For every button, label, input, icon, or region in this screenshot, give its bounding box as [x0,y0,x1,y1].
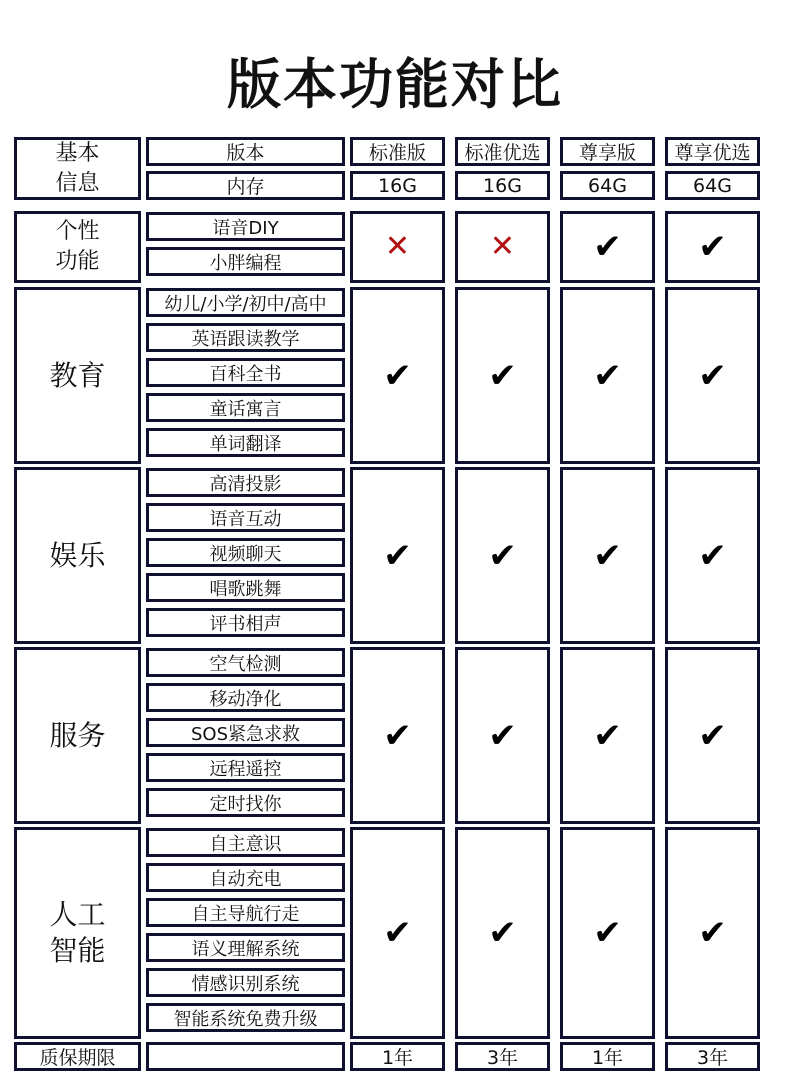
category-label-text: 服务 [49,718,106,752]
feature-item [146,788,345,817]
feature-item [146,898,345,927]
feature-item-text: SOS紧急求救 [190,723,301,745]
basic-info-label [14,137,141,200]
category-label-text: 人工 智能 [49,898,106,967]
support-cell [350,827,445,1039]
feature-item [146,573,345,602]
memory-value [560,171,655,200]
memory-value-text: 64G [693,174,732,197]
warranty-value-text: 1年 [591,1047,624,1069]
check-icon: ✔ [383,535,412,576]
version-name-text: 标准优选 [464,142,541,164]
support-cell [665,287,760,464]
feature-item [146,212,345,241]
version-name [350,137,445,166]
feature-item [146,538,345,567]
check-icon: ✔ [488,535,517,576]
support-cell [560,467,655,644]
feature-item-text: 自主导航行走 [191,903,300,925]
feature-item [146,323,345,352]
support-cell [665,467,760,644]
check-icon: ✔ [593,715,622,756]
memory-value [455,171,550,200]
memory-value-text: 16G [483,174,522,197]
feature-item [146,648,345,677]
category-label [14,211,141,283]
feature-item-text: 高清投影 [209,473,282,495]
warranty-value-text: 1年 [381,1047,414,1069]
version-name-text: 尊享版 [578,142,636,164]
category-label-text: 娱乐 [49,538,106,572]
warranty-value [350,1042,445,1071]
check-icon: ✔ [593,535,622,576]
feature-item-text: 空气检测 [209,653,282,675]
feature-item-text: 评书相声 [209,613,282,635]
version-label [146,137,345,166]
feature-item [146,1003,345,1032]
check-icon: ✔ [488,913,517,953]
support-cell [455,827,550,1039]
memory-value-text: 64G [588,174,627,197]
feature-item [146,933,345,962]
support-cell [560,827,655,1039]
feature-item [146,828,345,857]
feature-item [146,247,345,276]
feature-item-text: 百科全书 [209,363,282,385]
feature-item-text: 语音互动 [209,508,282,530]
basic-info-label-text: 基本 信息 [55,140,100,196]
version-name [665,137,760,166]
check-icon: ✔ [698,227,727,267]
check-icon: ✔ [698,355,727,396]
check-icon: ✔ [488,715,517,756]
check-icon: ✔ [383,355,412,396]
check-icon: ✔ [698,715,727,756]
warranty-value-text: 3年 [486,1047,519,1069]
check-icon: ✔ [698,535,727,576]
check-icon: ✔ [593,227,622,267]
support-cell [665,827,760,1039]
support-cell [560,211,655,283]
feature-item-text: 智能系统免费升级 [173,1008,318,1030]
feature-item [146,503,345,532]
warranty-label-text: 质保期限 [39,1047,116,1069]
feature-item-text: 语音DIY [212,217,279,239]
memory-value-text: 16G [378,174,417,197]
feature-item [146,393,345,422]
support-cell [350,287,445,464]
feature-item [146,753,345,782]
support-cell [665,647,760,824]
feature-item [146,718,345,747]
feature-item [146,968,345,997]
feature-item-text: 唱歌跳舞 [209,578,282,600]
memory-label-text: 内存 [226,176,265,198]
support-cell [560,647,655,824]
version-name [560,137,655,166]
page-title: 版本功能对比 [227,53,563,116]
category-label [14,467,141,644]
cross-icon: ✕ [384,229,411,264]
category-label-text: 个性 功能 [55,219,100,274]
feature-item-text: 自动充电 [209,868,282,890]
feature-item [146,863,345,892]
memory-value [665,171,760,200]
support-cell [665,211,760,283]
check-icon: ✔ [488,355,517,396]
support-cell [455,211,550,283]
feature-item [146,288,345,317]
support-cell [560,287,655,464]
check-icon: ✔ [383,913,412,953]
feature-item-text: 童话寓言 [209,398,282,420]
check-icon: ✔ [698,913,727,953]
feature-item [146,608,345,637]
warranty-value [665,1042,760,1071]
version-name-text: 标准版 [368,142,426,164]
warranty-blank [146,1042,345,1071]
warranty-value-text: 3年 [696,1047,729,1069]
support-cell [350,647,445,824]
check-icon: ✔ [593,355,622,396]
feature-item-text: 语义理解系统 [191,938,300,960]
memory-value [350,171,445,200]
check-icon: ✔ [593,913,622,953]
feature-item-text: 定时找你 [209,793,282,815]
feature-item-text: 英语跟读教学 [191,328,300,350]
cross-icon: ✕ [489,229,516,264]
feature-item-text: 远程遥控 [209,758,282,780]
feature-item-text: 移动净化 [209,688,282,710]
category-label [14,287,141,464]
feature-item-text: 幼儿/小学/初中/高中 [164,293,327,315]
version-label-text: 版本 [226,142,265,164]
feature-item-text: 情感识别系统 [191,973,300,995]
feature-item-text: 视频聊天 [209,543,282,565]
feature-item [146,683,345,712]
feature-item-text: 单词翻译 [209,433,282,455]
support-cell [350,211,445,283]
version-name-text: 尊享优选 [674,142,751,164]
feature-item [146,428,345,457]
category-label [14,647,141,824]
category-label [14,827,141,1039]
support-cell [455,467,550,644]
warranty-value [560,1042,655,1071]
check-icon: ✔ [383,715,412,756]
warranty-value [455,1042,550,1071]
support-cell [455,647,550,824]
feature-item [146,468,345,497]
support-cell [455,287,550,464]
feature-item-text: 小胖编程 [209,252,282,274]
memory-label [146,171,345,200]
version-name [455,137,550,166]
feature-item-text: 自主意识 [209,833,282,855]
feature-item [146,358,345,387]
support-cell [350,467,445,644]
category-label-text: 教育 [49,358,106,392]
warranty-label [14,1042,141,1071]
